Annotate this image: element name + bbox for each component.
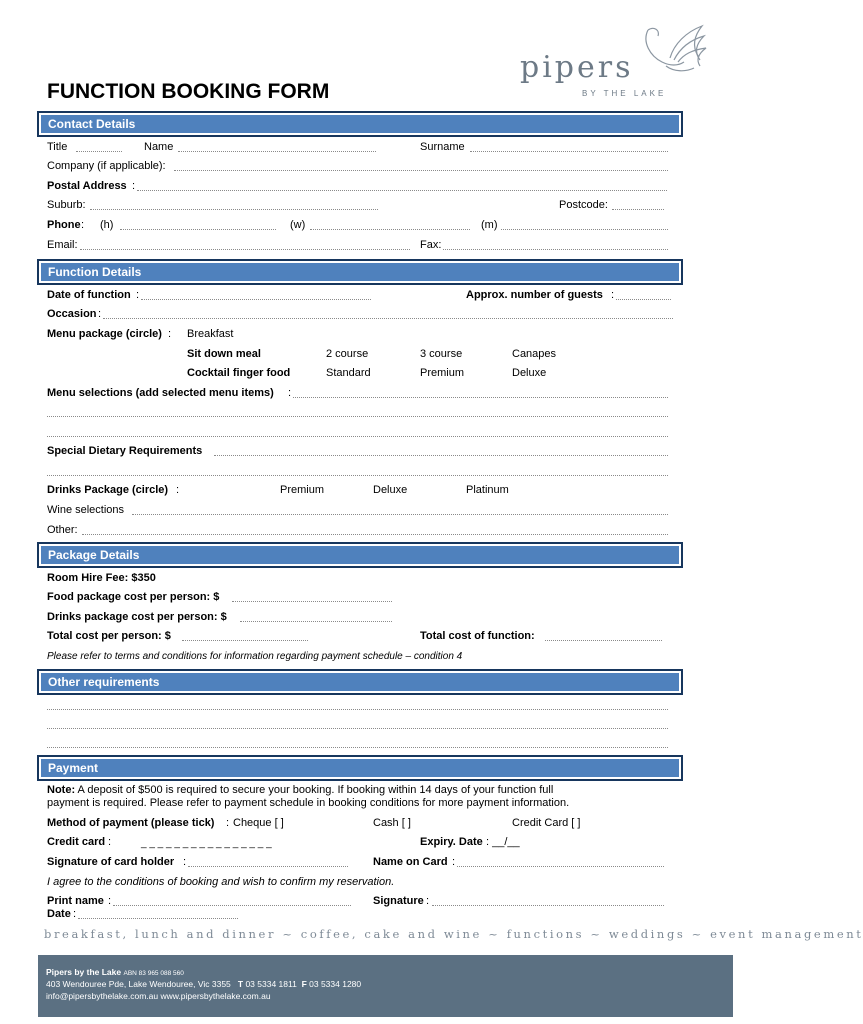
name-on-card-label: Name on Card bbox=[373, 856, 448, 868]
footer-address-line bbox=[46, 979, 361, 990]
phone-colon: : bbox=[81, 219, 85, 231]
menu-package-colon: : bbox=[168, 328, 172, 340]
name-on-card-field[interactable] bbox=[457, 866, 664, 867]
surname-field[interactable] bbox=[470, 151, 668, 152]
drinks-option-premium[interactable]: Premium bbox=[280, 484, 325, 496]
name-field[interactable] bbox=[178, 151, 376, 152]
signature-field[interactable] bbox=[432, 905, 664, 906]
print-name-field[interactable] bbox=[113, 905, 351, 906]
phone-mobile-label: (m) bbox=[481, 219, 498, 231]
email-field[interactable] bbox=[80, 249, 410, 250]
footer-contact[interactable]: info@pipersbythelake.com.au www.pipersbythelake.com.au bbox=[46, 991, 271, 1001]
occasion-field[interactable] bbox=[103, 318, 673, 319]
total-function-field[interactable] bbox=[545, 640, 662, 641]
total-pp-label: Total cost per person: $ bbox=[47, 630, 171, 642]
phone-mobile-field[interactable] bbox=[501, 229, 668, 230]
footer-fax: 03 5334 1280 bbox=[309, 979, 362, 989]
date-of-function-field[interactable] bbox=[141, 299, 371, 300]
section-header-function: Function Details bbox=[39, 261, 681, 283]
title-field[interactable] bbox=[76, 151, 122, 152]
print-name-colon: : bbox=[108, 895, 112, 907]
other-requirements-line-2[interactable] bbox=[47, 728, 668, 729]
cash-checkbox[interactable]: Cash [ ] bbox=[373, 817, 411, 829]
postal-address-field[interactable] bbox=[137, 190, 667, 191]
tagline: breakfast, lunch and dinner ~ coffee, cake and wine ~ functions ~ weddings ~ event management bbox=[44, 927, 863, 941]
total-pp-field[interactable] bbox=[182, 640, 308, 641]
signature-holder-field[interactable] bbox=[188, 866, 348, 867]
phone-home-label: (h) bbox=[100, 219, 114, 231]
suburb-label: Suburb: bbox=[47, 199, 86, 211]
signature-colon: : bbox=[426, 895, 430, 907]
footer-f-label: F bbox=[301, 979, 307, 989]
occasion-label: Occasion bbox=[47, 308, 97, 320]
postal-address-colon: : bbox=[132, 180, 136, 192]
wine-selections-label: Wine selections bbox=[47, 504, 125, 516]
drinks-package-colon: : bbox=[176, 484, 180, 496]
footer-abn: ABN 83 965 088 560 bbox=[123, 970, 184, 977]
phone-work-field[interactable] bbox=[310, 229, 470, 230]
menu-selections-line-2[interactable] bbox=[47, 416, 668, 417]
name-label: Name bbox=[144, 141, 174, 153]
title-label: Title bbox=[47, 141, 68, 153]
swan-logo-icon bbox=[640, 22, 710, 84]
option-standard[interactable]: Standard bbox=[326, 367, 371, 379]
suburb-field[interactable] bbox=[90, 209, 378, 210]
room-hire-fee: Room Hire Fee: $350 bbox=[47, 572, 156, 584]
footer-t-label: T bbox=[237, 979, 244, 989]
email-label: Email: bbox=[47, 239, 78, 251]
other-label: Other: bbox=[47, 524, 78, 536]
menu-selections-line-3[interactable] bbox=[47, 436, 668, 437]
option-2-course[interactable]: 2 course bbox=[326, 348, 369, 360]
credit-card-colon: : bbox=[108, 836, 112, 848]
signature-holder-colon: : bbox=[183, 856, 187, 868]
phone-label: Phone bbox=[47, 219, 81, 231]
signature-holder-label: Signature of card holder bbox=[47, 856, 175, 868]
card-number-field[interactable]: _ _ _ _ _ _ _ _ _ _ _ _ _ _ _ _ bbox=[141, 838, 272, 849]
option-cocktail[interactable]: Cocktail finger food bbox=[187, 367, 291, 379]
option-sit-down-meal[interactable]: Sit down meal bbox=[187, 348, 261, 360]
section-header-package: Package Details bbox=[39, 544, 681, 566]
surname-label: Surname bbox=[420, 141, 465, 153]
payment-method-label: Method of payment (please tick) bbox=[47, 817, 215, 829]
signature-label: Signature bbox=[373, 895, 424, 907]
menu-selections-label: Menu selections (add selected menu items) bbox=[47, 387, 274, 399]
expiry-label: Expiry. Date bbox=[420, 836, 483, 848]
footer-address: 403 Wendouree Pde, Lake Wendouree, Vic 3355 bbox=[46, 979, 231, 989]
postcode-field[interactable] bbox=[612, 209, 664, 210]
section-header-other: Other requirements bbox=[39, 671, 681, 693]
option-deluxe[interactable]: Deluxe bbox=[512, 367, 547, 379]
date-of-function-label: Date of function bbox=[47, 289, 131, 301]
logo-wordmark: pipers bbox=[520, 50, 634, 85]
drinks-option-deluxe[interactable]: Deluxe bbox=[373, 484, 408, 496]
food-cost-field[interactable] bbox=[232, 601, 392, 602]
option-canapes[interactable]: Canapes bbox=[512, 348, 557, 360]
occasion-colon: : bbox=[98, 308, 102, 320]
option-3-course[interactable]: 3 course bbox=[420, 348, 463, 360]
phone-home-field[interactable] bbox=[120, 229, 276, 230]
wine-selections-field[interactable] bbox=[132, 514, 668, 515]
dietary-line-2[interactable] bbox=[47, 475, 668, 476]
agreement-text: I agree to the conditions of booking and wish to confirm my reservation. bbox=[47, 876, 395, 888]
expiry-field[interactable]: : __/__ bbox=[486, 836, 520, 848]
logo-subtitle: BY THE LAKE bbox=[582, 89, 667, 98]
name-on-card-colon: : bbox=[452, 856, 456, 868]
guests-colon: : bbox=[611, 289, 615, 301]
payment-note-line-2: payment is required. Please refer to payment schedule in booking conditions for more payment information. bbox=[47, 797, 570, 809]
footer-company-name: Pipers by the Lake bbox=[46, 967, 122, 977]
option-breakfast[interactable]: Breakfast bbox=[187, 328, 234, 340]
date-colon: : bbox=[73, 908, 77, 920]
footer-company-line bbox=[46, 967, 184, 979]
print-name-label: Print name bbox=[47, 895, 104, 907]
payment-note-line-1: Note: A deposit of $500 is required to secure your booking. If booking within 14 days of your function full bbox=[47, 784, 554, 796]
dietary-label: Special Dietary Requirements bbox=[47, 445, 203, 457]
option-premium[interactable]: Premium bbox=[420, 367, 465, 379]
menu-package-label: Menu package (circle) bbox=[47, 328, 162, 340]
other-requirements-line-1[interactable] bbox=[47, 709, 668, 710]
payment-method-colon: : bbox=[226, 817, 230, 829]
guests-field[interactable] bbox=[616, 299, 671, 300]
fax-field[interactable] bbox=[443, 249, 668, 250]
date-label: Date bbox=[47, 908, 71, 920]
postcode-label: Postcode: bbox=[559, 199, 608, 211]
section-header-payment: Payment bbox=[39, 757, 681, 779]
other-requirements-line-3[interactable] bbox=[47, 747, 668, 748]
company-field[interactable] bbox=[174, 170, 668, 171]
form-title: FUNCTION BOOKING FORM bbox=[47, 80, 330, 103]
footer bbox=[38, 955, 733, 1017]
drinks-option-platinum[interactable]: Platinum bbox=[466, 484, 509, 496]
menu-selections-colon: : bbox=[288, 387, 292, 399]
company-label: Company (if applicable): bbox=[47, 160, 166, 172]
cheque-checkbox[interactable]: Cheque [ ] bbox=[233, 817, 284, 829]
credit-card-label: Credit card bbox=[47, 836, 106, 848]
package-note: Please refer to terms and conditions for information regarding payment schedule – condition 4 bbox=[47, 651, 463, 662]
drinks-cost-label: Drinks package cost per person: $ bbox=[47, 611, 227, 623]
date-of-function-colon: : bbox=[136, 289, 140, 301]
drinks-cost-field[interactable] bbox=[240, 621, 392, 622]
postal-address-label: Postal Address bbox=[47, 180, 127, 192]
food-cost-label: Food package cost per person: $ bbox=[47, 591, 220, 603]
credit-card-checkbox[interactable]: Credit Card [ ] bbox=[512, 817, 581, 829]
phone-work-label: (w) bbox=[290, 219, 306, 231]
footer-phone: 03 5334 1811 bbox=[245, 979, 297, 989]
drinks-package-label: Drinks Package (circle) bbox=[47, 484, 169, 496]
fax-label: Fax: bbox=[420, 239, 442, 251]
menu-selections-field[interactable] bbox=[293, 397, 668, 398]
guests-label: Approx. number of guests bbox=[466, 289, 603, 301]
other-field[interactable] bbox=[82, 534, 668, 535]
total-function-label: Total cost of function: bbox=[420, 630, 535, 642]
section-header-contact: Contact Details bbox=[39, 113, 681, 135]
dietary-field[interactable] bbox=[214, 455, 668, 456]
date-field[interactable] bbox=[78, 918, 238, 919]
